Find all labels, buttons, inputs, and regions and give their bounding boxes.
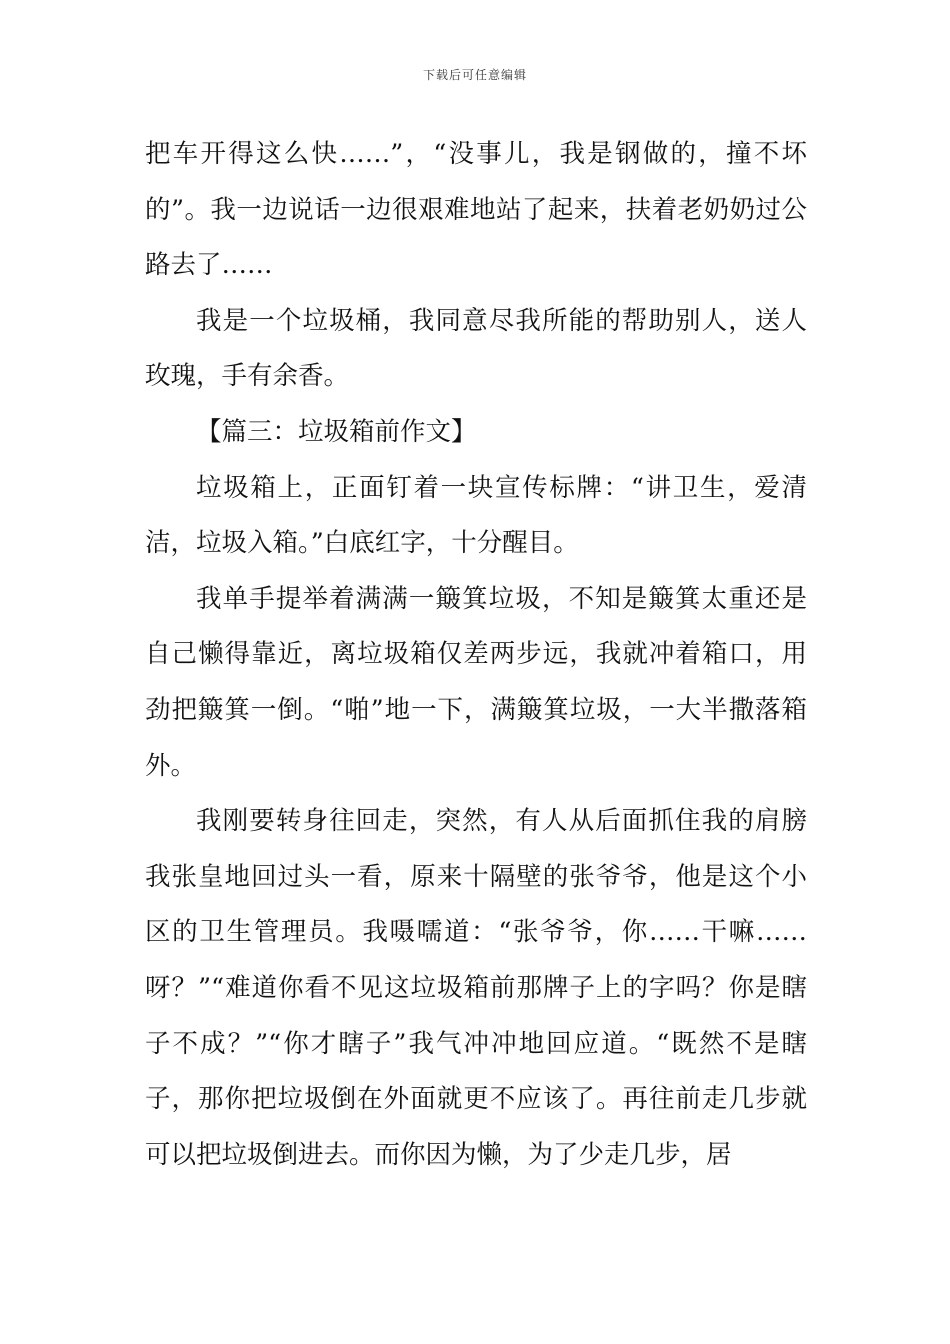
paragraph-5: 我单手提举着满满一簸箕垃圾，不知是簸箕太重还是自己懒得靠近，离垃圾箱仅差两步远，我就冲着箱口，用劲把簸箕一倒。“啪”地一下，满簸箕垃圾，一大半撒落箱外。 [145,583,807,781]
paragraph-4: 垃圾箱上，正面钉着一块宣传标牌：“讲卫生，爱清洁，垃圾入箱。”白底红字，十分醒目。 [145,472,807,559]
section-heading: 【篇三：垃圾箱前作文】 [196,416,477,447]
paragraph-1: 把车开得这么快……”，“没事儿，我是钢做的，撞不坏的”。我一边说话一边很艰难地站了起来，扶着老奶奶过公路去了…… [145,139,807,281]
document-body [145,127,807,1183]
paragraph-2: 我是一个垃圾桶，我同意尽我所能的帮助别人，送人玫瑰，手有余香。 [145,305,807,392]
page-header: 下载后可任意编辑 [422,68,527,82]
paragraph-6: 我刚要转身往回走，突然，有人从后面抓住我的肩膀我张皇地回过头一看，原来十隔壁的张爷爷，他是这个小区的卫生管理员。我嗫嚅道：“张爷爷，你……干嘛……呀？”“难道你看不见这垃圾箱前那牌子上的字吗？你是瞎子不成？”“你才瞎子”我气冲冲地回应道。“既然不是瞎子，那你把垃圾倒在外面就更不应该了。再往前走几步就可以把垃圾倒进去。而你因为懒，为了少走几步，居 [145,806,807,1170]
